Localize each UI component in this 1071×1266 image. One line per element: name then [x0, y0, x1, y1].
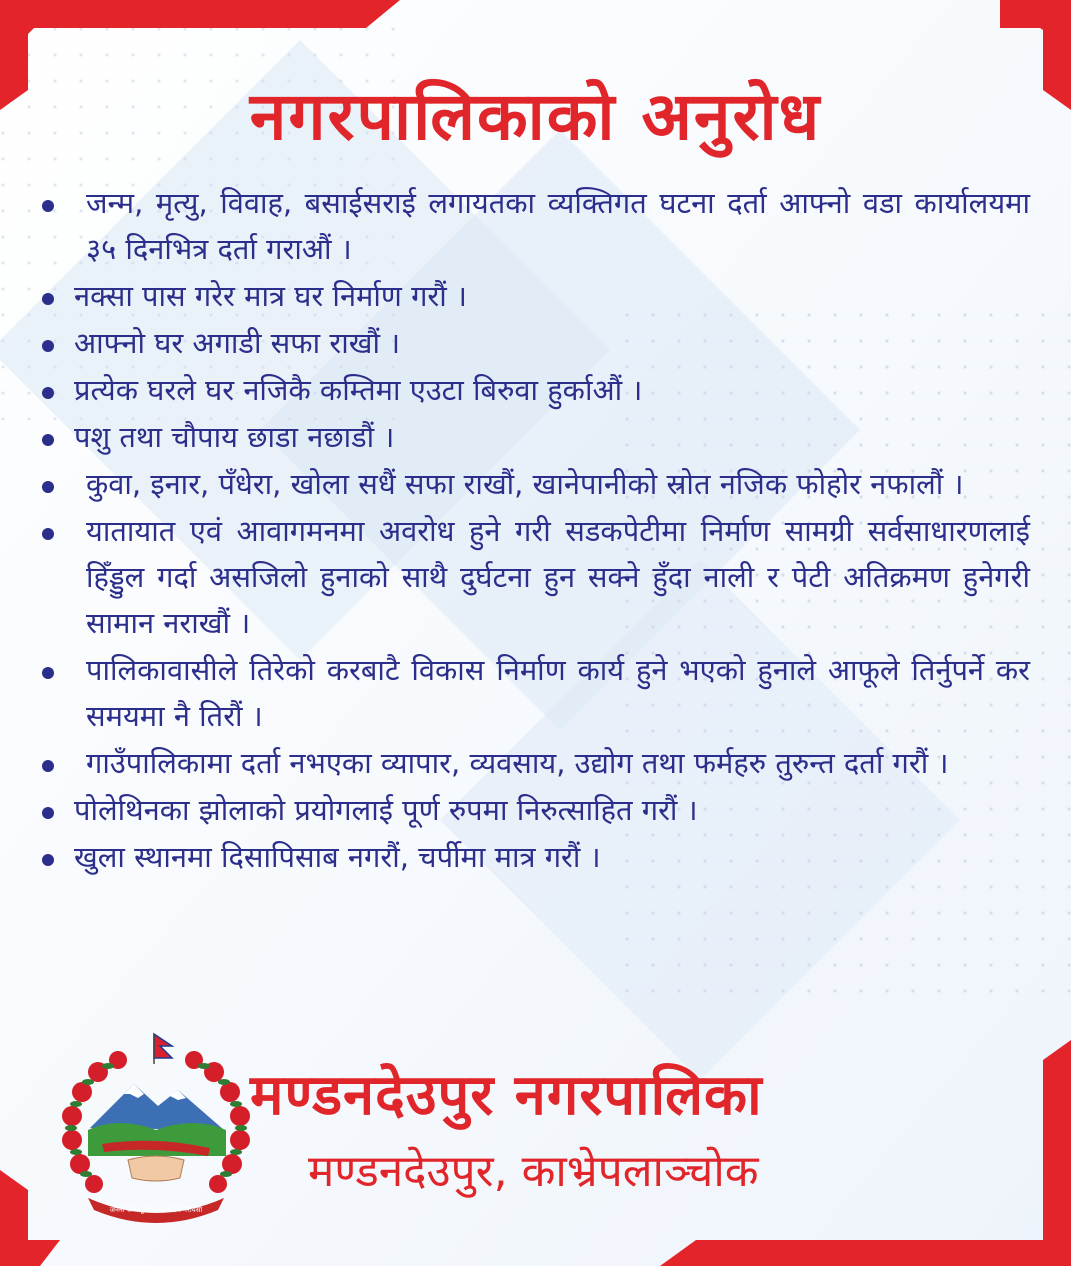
bullet-icon	[42, 528, 54, 540]
list-item: जन्म, मृत्यु, विवाह, बसाईसराई लगायतका व्यक्तिगत घटना दर्ता आफ्नो वडा कार्यालयमा ३५ दिनभित्र दर्ता गराऔं ।	[40, 180, 1030, 272]
list-item: प्रत्येक घरले घर नजिकै कम्तिमा एउटा बिरुवा हुर्काऔं ।	[40, 367, 1030, 413]
bullet-icon	[42, 200, 54, 212]
municipality-name: मण्डनदेउपुर नगरपालिका	[250, 1063, 763, 1128]
bullet-icon	[42, 293, 54, 305]
bullet-icon	[42, 434, 54, 446]
bullet-icon	[42, 807, 54, 819]
bullet-icon	[42, 481, 54, 493]
bullet-icon	[42, 854, 54, 866]
list-item: यातायात एवं आवागमनमा अवरोध हुने गरी सडकपेटीमा निर्माण सामग्री सर्वसाधारणलाई हिँड्डुल गर्दा असजिलो हुनाको साथै दुर्घटना हुन सक्ने हुँदा नाली र पेटी अतिक्रमण हुनेगरी सामान नराखौं ।	[40, 508, 1030, 646]
bullet-icon	[42, 340, 54, 352]
bullet-icon	[42, 667, 54, 679]
emblem-icon	[58, 1032, 254, 1224]
list-item: नक्सा पास गरेर मात्र घर निर्माण गरौं ।	[40, 273, 1030, 319]
list-item: पशु तथा चौपाय छाडा नछाडौं ।	[40, 414, 1030, 460]
request-list	[40, 180, 1030, 881]
emblem-motto: जननी जन्मभूमिश्च स्वर्गादपि गरीयसी	[109, 1206, 203, 1214]
bullet-icon	[42, 760, 54, 772]
list-item: आफ्नो घर अगाडी सफा राखौं ।	[40, 320, 1030, 366]
bullet-icon	[42, 387, 54, 399]
list-item: कुवा, इनार, पँधेरा, खोला सधैं सफा राखौं, खानेपानीको स्रोत नजिक फोहोर नफालौं ।	[40, 461, 1030, 507]
list-item: गाउँपालिकामा दर्ता नभएका व्यापार, व्यवसाय, उद्योग तथा फर्महरु तुरुन्त दर्ता गरौं ।	[40, 740, 1030, 786]
list-item: पालिकावासीले तिरेको करबाटै विकास निर्माण कार्य हुने भएको हुनाले आफूले तिर्नुपर्ने कर समयमा नै तिरौं ।	[40, 647, 1030, 739]
page-title: नगरपालिकाको अनुरोध	[249, 78, 822, 155]
municipality-address: मण्डनदेउपुर, काभ्रेपलाञ्चोक	[308, 1146, 759, 1197]
list-item: खुला स्थानमा दिसापिसाब नगरौं, चर्पीमा मात्र गरौं ।	[40, 834, 1030, 880]
list-item: पोलेथिनका झोलाको प्रयोगलाई पूर्ण रुपमा निरुत्साहित गरौं ।	[40, 787, 1030, 833]
